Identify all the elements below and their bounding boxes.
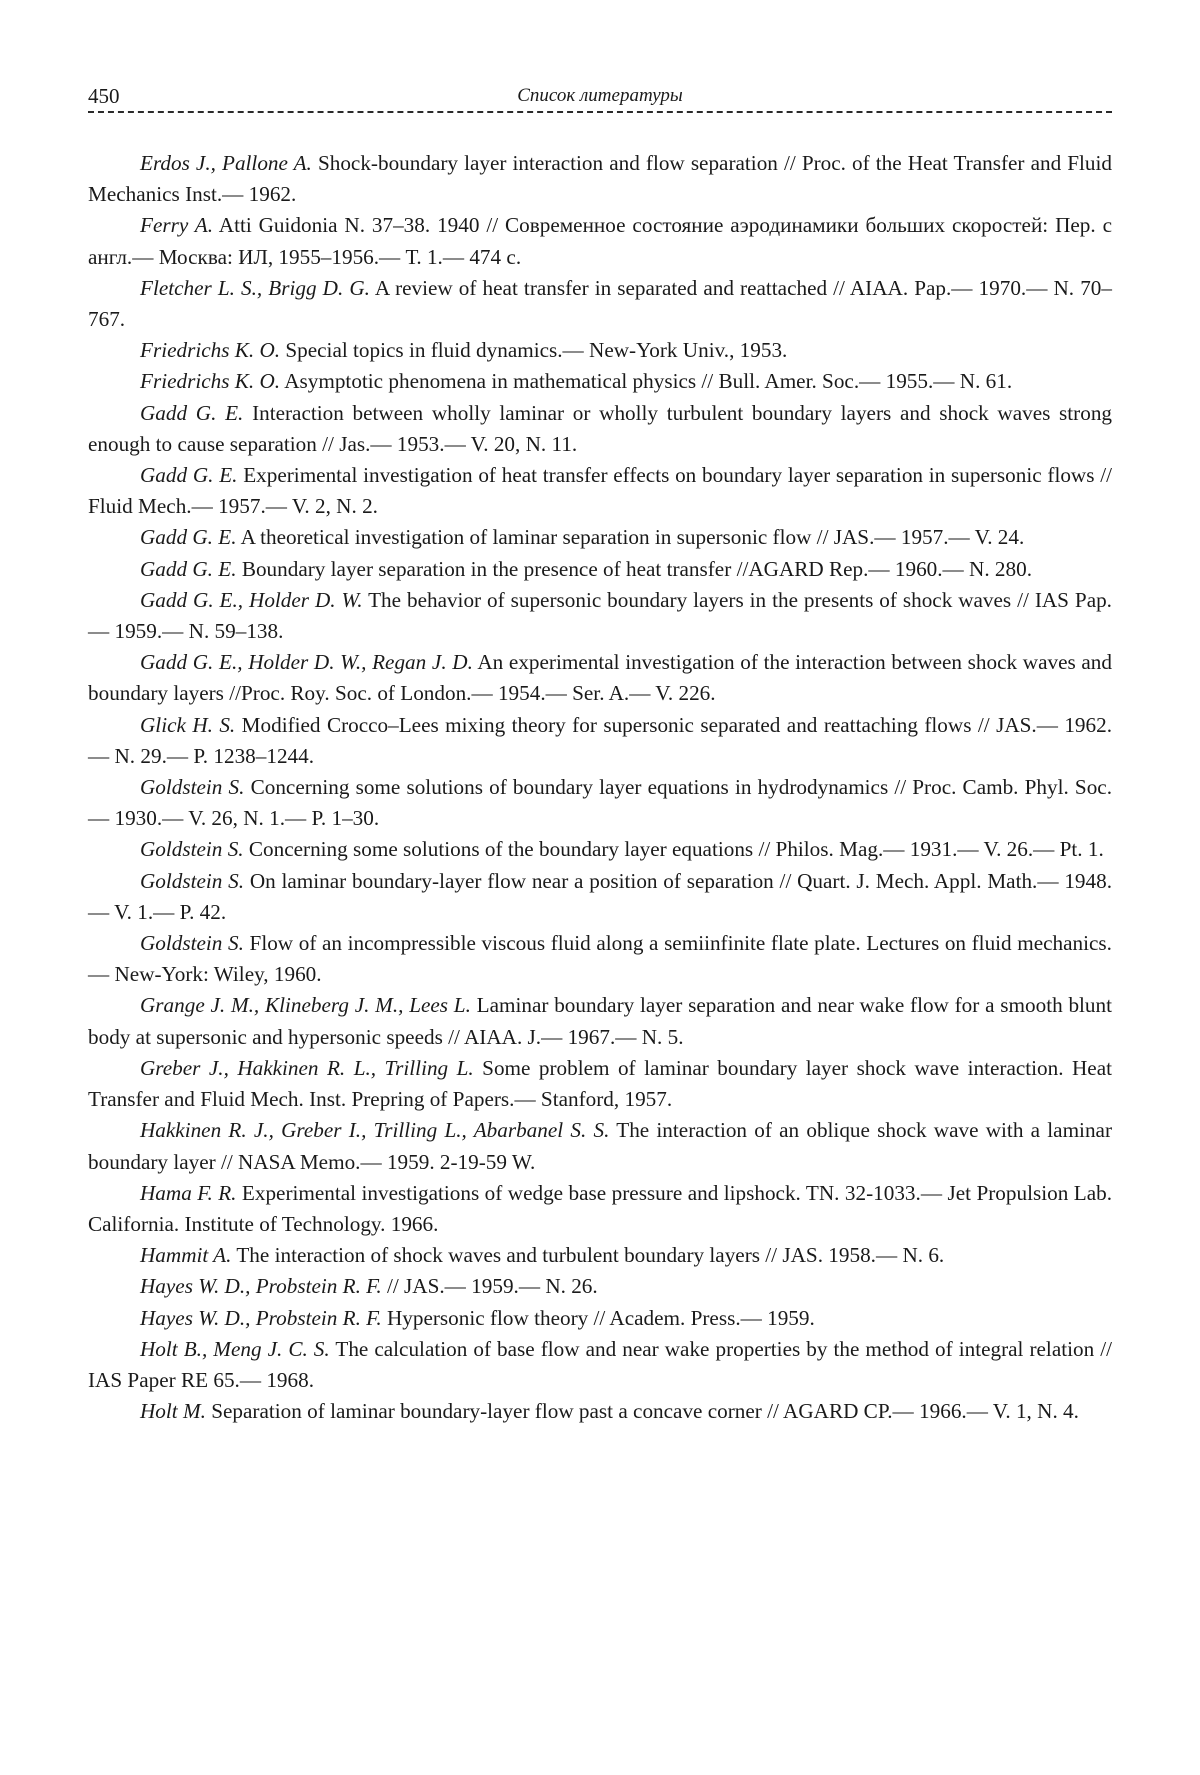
reference-entry	[88, 647, 1112, 709]
reference-text: Hypersonic flow theory // Academ. Press.— 1959.	[386, 1305, 815, 1330]
reference-authors: Friedrichs K. O.	[140, 338, 281, 363]
reference-entry	[88, 398, 1112, 460]
reference-authors: Gadd G. E.	[140, 400, 244, 425]
reference-entry	[88, 554, 1112, 585]
reference-authors: Hakkinen R. J., Greber I., Trilling L., Abarbanel S. S.	[140, 1118, 610, 1143]
reference-entry	[88, 366, 1112, 397]
reference-authors: Gadd G. E.	[140, 463, 238, 488]
reference-text: Atti Guidonia N. 37–38. 1940 // Современное состояние аэродинамики больших скоростей: Пер. с англ.— Москва: ИЛ, 1955–1956.— Т. 1.— 474 с.	[88, 213, 1112, 269]
reference-entry	[88, 1303, 1112, 1334]
reference-text: The interaction of shock waves and turbulent boundary layers // JAS. 1958.— N. 6.	[236, 1243, 945, 1268]
reference-text: Special topics in fluid dynamics.— New-York Univ., 1953.	[285, 338, 788, 363]
reference-authors: Erdos J., Pallone A.	[140, 151, 312, 175]
reference-text: The behavior of supersonic boundary layers in the presents of shock waves // IAS Pap.— 1959.— N. 59–138.	[88, 587, 1112, 644]
reference-text: Interaction between wholly laminar or wholly turbulent boundary layers and shock waves strong enough to cause separation // Jas.— 1953.— V. 20, N. 11.	[88, 400, 1113, 456]
reference-authors: Gadd G. E.	[140, 525, 237, 550]
reference-entry	[88, 834, 1112, 865]
reference-authors: Fletcher L. S., Brigg D. G.	[140, 275, 370, 300]
reference-entry	[88, 772, 1112, 834]
reference-entry	[88, 148, 1112, 210]
reference-authors: Ferry A.	[140, 213, 214, 238]
reference-authors: Holt B., Meng J. C. S.	[140, 1336, 330, 1361]
reference-entry	[88, 585, 1112, 647]
reference-authors: Glick H. S.	[140, 712, 236, 737]
reference-text: Some problem of laminar boundary layer shock wave interaction. Heat Transfer and Fluid Mech. Inst. Prepring of Papers.— Stanford, 1957.	[88, 1055, 1112, 1112]
reference-authors: Friedrichs K. O.	[140, 369, 281, 394]
reference-entry	[88, 335, 1112, 366]
reference-entry	[88, 210, 1112, 272]
reference-text: Experimental investigations of wedge base pressure and lipshock. TN. 32-1033.— Jet Propulsion Lab. California. Institute of Technology. 1966.	[88, 1180, 1112, 1236]
reference-authors: Hayes W. D., Probstein R. F.	[140, 1274, 382, 1299]
running-title: Список литературы	[509, 85, 691, 106]
reference-text: Experimental investigation of heat transfer effects on boundary layer separation in supersonic flows // Fluid Mech.— 1957.— V. 2, N. 2.	[88, 463, 1113, 519]
reference-entry	[88, 1178, 1112, 1240]
reference-entry	[88, 1334, 1112, 1396]
reference-text: On laminar boundary-layer flow near a position of separation // Quart. J. Mech. Appl. Math.— 1948.— V. 1.— P. 42.	[88, 868, 1112, 924]
page-number: 450	[88, 82, 126, 110]
reference-text: Shock-boundary layer interaction and flow separation // Proc. of the Heat Transfer and Fluid Mechanics Inst.— 1962.	[88, 151, 1112, 207]
reference-authors: Gadd G. E., Holder D. W., Regan J. D.	[140, 650, 473, 675]
reference-entry	[88, 1240, 1112, 1271]
reference-text: The interaction of an oblique shock wave with a laminar boundary layer // NASA Memo.— 1959. 2-19-59 W.	[88, 1118, 1112, 1174]
reference-authors: Goldstein S.	[140, 868, 245, 893]
reference-authors: Gadd G. E.	[140, 556, 237, 581]
reference-authors: Holt M.	[140, 1399, 206, 1424]
reference-text: Modified Crocco–Lees mixing theory for supersonic separated and reattaching flows // JAS.— 1962.— N. 29.— P. 1238–1244.	[88, 712, 1112, 768]
reference-text: Flow of an incompressible viscous fluid along a semiinfinite flate plate. Lectures on fluid mechanics.— New-York: Wiley, 1960.	[88, 931, 1112, 987]
reference-entry	[88, 1396, 1112, 1427]
reference-text: Asymptotic phenomena in mathematical physics // Bull. Amer. Soc.— 1955.— N. 61.	[284, 369, 1013, 394]
reference-text: The calculation of base flow and near wake properties by the method of integral relation // IAS Paper RE 65.— 1968.	[88, 1336, 1113, 1392]
reference-entry	[88, 522, 1112, 553]
reference-list	[88, 148, 1112, 1427]
reference-entry	[88, 273, 1112, 335]
reference-authors: Hayes W. D., Probstein R. F.	[140, 1305, 382, 1330]
reference-text: Concerning some solutions of boundary layer equations in hydrodynamics // Proc. Camb. Phyl. Soc.— 1930.— V. 26, N. 1.— P. 1–30.	[88, 775, 1112, 831]
reference-entry	[88, 1115, 1112, 1177]
reference-text: A theoretical investigation of laminar separation in supersonic flow // JAS.— 1957.— V. 24.	[240, 525, 1025, 550]
reference-text: A review of heat transfer in separated and reattached // AIAA. Pap.— 1970.— N. 70–767.	[88, 275, 1112, 332]
header-rule	[88, 111, 1112, 113]
reference-authors: Hammit A.	[140, 1243, 232, 1268]
reference-text: Laminar boundary layer separation and near wake flow for a smooth blunt body at supersonic and hypersonic speeds // AIAA. J.— 1967.— N. 5.	[88, 993, 1112, 1049]
reference-entry	[88, 866, 1112, 928]
reference-entry	[88, 460, 1112, 522]
reference-text: Boundary layer separation in the presence of heat transfer //AGARD Rep.— 1960.— N. 280.	[241, 556, 1033, 581]
reference-text: An experimental investigation of the interaction between shock waves and boundary layers //Proc. Roy. Soc. of London.— 1954.— Ser. A.— V. 226.	[88, 650, 1112, 706]
reference-entry	[88, 928, 1112, 990]
reference-authors: Goldstein S.	[140, 931, 244, 956]
page-header	[88, 82, 1112, 112]
reference-text: Separation of laminar boundary-layer flow past a concave corner // AGARD CP.— 1966.— V. 1, N. 4.	[211, 1399, 1079, 1424]
reference-authors: Gadd G. E., Holder D. W.	[140, 587, 363, 612]
reference-entry	[88, 990, 1112, 1052]
reference-authors: Hama F. R.	[140, 1180, 237, 1205]
reference-authors: Goldstein S.	[140, 775, 245, 800]
reference-entry	[88, 1271, 1112, 1302]
reference-authors: Grange J. M., Klineberg J. M., Lees L.	[140, 993, 471, 1018]
reference-authors: Greber J., Hakkinen R. L., Trilling L.	[140, 1055, 474, 1080]
reference-authors: Goldstein S.	[140, 837, 244, 862]
reference-text: Concerning some solutions of the boundary layer equations // Philos. Mag.— 1931.— V. 26.— Pt. 1.	[248, 837, 1104, 862]
reference-entry	[88, 1053, 1112, 1115]
reference-text: // JAS.— 1959.— N. 26.	[386, 1274, 598, 1299]
reference-entry	[88, 710, 1112, 772]
